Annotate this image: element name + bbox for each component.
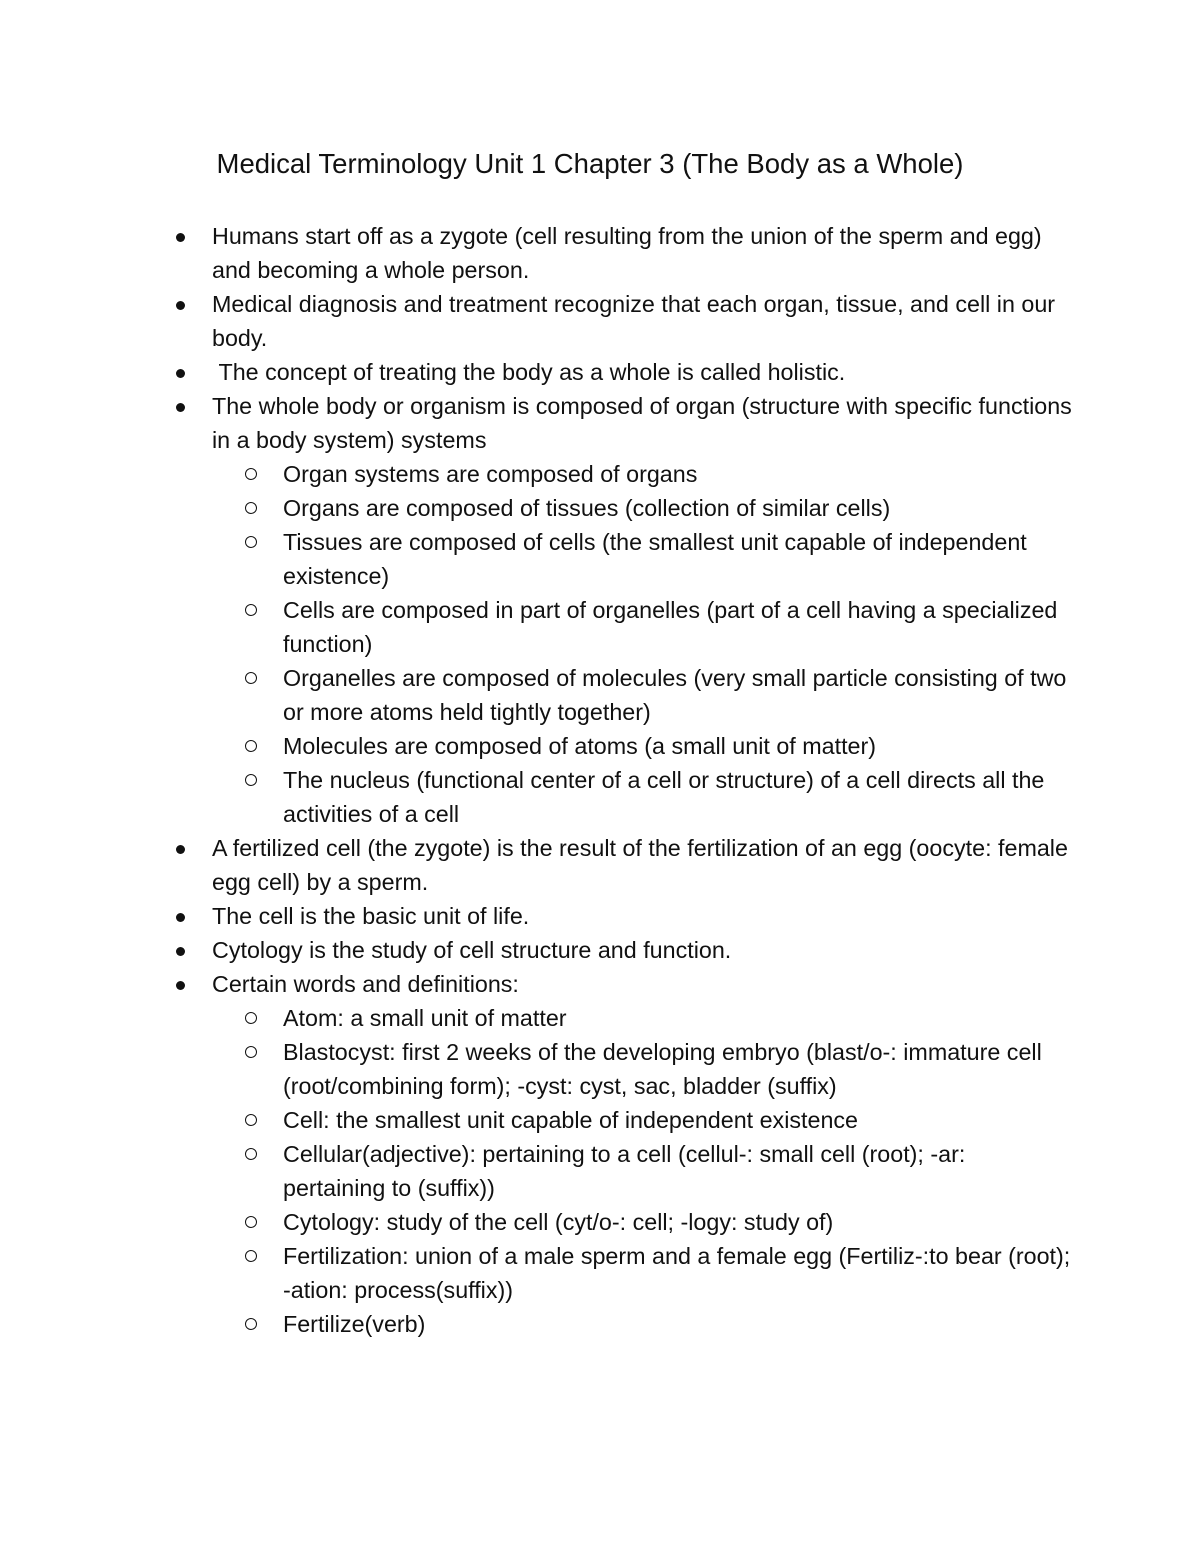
circle-bullet-icon [245, 1046, 257, 1058]
list-item [0, 831, 1082, 899]
sub-list-item [283, 1307, 1073, 1341]
list-item-text: Humans start off as a zygote (cell resulting from the union of the sperm and egg) and becoming a whole person. [212, 223, 1042, 283]
bullet-icon [176, 301, 185, 310]
bullet-icon [176, 947, 185, 956]
sub-list-item-text: Cellular(adjective): pertaining to a cell (cellul-: small cell (root); -ar: pertaining to (suffix)) [283, 1141, 966, 1201]
sub-list-item [283, 763, 1073, 831]
circle-bullet-icon [245, 604, 257, 616]
bullet-icon [176, 913, 185, 922]
circle-bullet-icon [245, 1114, 257, 1126]
sub-list-item-text: Blastocyst: first 2 weeks of the developing embryo (blast/o-: immature cell (root/combining form); -cyst: cyst, sac, bladder (suffix) [283, 1039, 1042, 1099]
list-item-text: Cytology is the study of cell structure and function. [212, 937, 732, 963]
sub-list-item-text: Molecules are composed of atoms (a small unit of matter) [283, 733, 877, 759]
circle-bullet-icon [245, 672, 257, 684]
sub-list-item [283, 1205, 1073, 1239]
bullet-icon [176, 369, 185, 378]
page-title: Medical Terminology Unit 1 Chapter 3 (The Body as a Whole) [216, 148, 964, 179]
sub-list-item-text: Cytology: study of the cell (cyt/o-: cell; -logy: study of) [283, 1209, 834, 1235]
list-item-text: The concept of treating the body as a whole is called holistic. [212, 359, 846, 385]
circle-bullet-icon [245, 740, 257, 752]
sub-list [212, 457, 1082, 831]
sub-list-item-text: Tissues are composed of cells (the smallest unit capable of independent existence) [283, 529, 1027, 589]
list-item [0, 219, 1082, 287]
sub-list-item-text: Organelles are composed of molecules (very small particle consisting of two or more atoms held tightly together) [283, 665, 1067, 725]
list-item-text: The whole body or organism is composed of organ (structure with specific functions in a body system) systems [212, 393, 1072, 453]
sub-list-item-text: Cell: the smallest unit capable of independent existence [283, 1107, 859, 1133]
bullet-icon [176, 403, 185, 412]
circle-bullet-icon [245, 536, 257, 548]
sub-list-item [283, 593, 1073, 661]
circle-bullet-icon [245, 468, 257, 480]
circle-bullet-icon [245, 774, 257, 786]
sub-list-item [283, 1137, 1073, 1205]
circle-bullet-icon [245, 1216, 257, 1228]
list-item-text: Medical diagnosis and treatment recognize that each organ, tissue, and cell in our body. [212, 291, 1056, 351]
sub-list-item-text: Atom: a small unit of matter [283, 1005, 567, 1031]
sub-list-item-text: Organs are composed of tissues (collection of similar cells) [283, 495, 891, 521]
list-item-text: Certain words and definitions: [212, 971, 519, 997]
list-item [0, 389, 1082, 831]
sub-list-item [283, 1103, 1073, 1137]
sub-list-item [283, 525, 1073, 593]
sub-list-item-text: The nucleus (functional center of a cell or structure) of a cell directs all the activities of a cell [283, 767, 1045, 827]
sub-list [212, 1001, 1082, 1341]
sub-list-item [283, 491, 1073, 525]
circle-bullet-icon [245, 1012, 257, 1024]
circle-bullet-icon [245, 502, 257, 514]
sub-list-item [283, 661, 1073, 729]
list-item [0, 287, 1082, 355]
circle-bullet-icon [245, 1250, 257, 1262]
list-item [0, 355, 1082, 389]
circle-bullet-icon [245, 1318, 257, 1330]
sub-list-item [283, 729, 1073, 763]
sub-list-item [283, 1001, 1073, 1035]
sub-list-item-text: Fertilization: union of a male sperm and a female egg (Fertiliz-:to bear (root); -ation: process(suffix)) [283, 1243, 1071, 1303]
circle-bullet-icon [245, 1148, 257, 1160]
sub-list-item-text: Organ systems are composed of organs [283, 461, 698, 487]
list-item-text: The cell is the basic unit of life. [212, 903, 530, 929]
sub-list-item-text: Cells are composed in part of organelles (part of a cell having a specialized function) [283, 597, 1058, 657]
bullet-list [0, 219, 1200, 1341]
bullet-icon [176, 981, 185, 990]
list-item [0, 933, 1082, 967]
bullet-icon [176, 845, 185, 854]
bullet-icon [176, 233, 185, 242]
sub-list-item [283, 457, 1073, 491]
list-item [0, 899, 1082, 933]
sub-list-item [283, 1035, 1073, 1103]
list-item [0, 967, 1082, 1341]
sub-list-item [283, 1239, 1073, 1307]
list-item-text: A fertilized cell (the zygote) is the result of the fertilization of an egg (oocyte: female egg cell) by a sperm. [212, 835, 1068, 895]
sub-list-item-text: Fertilize(verb) [283, 1311, 426, 1337]
